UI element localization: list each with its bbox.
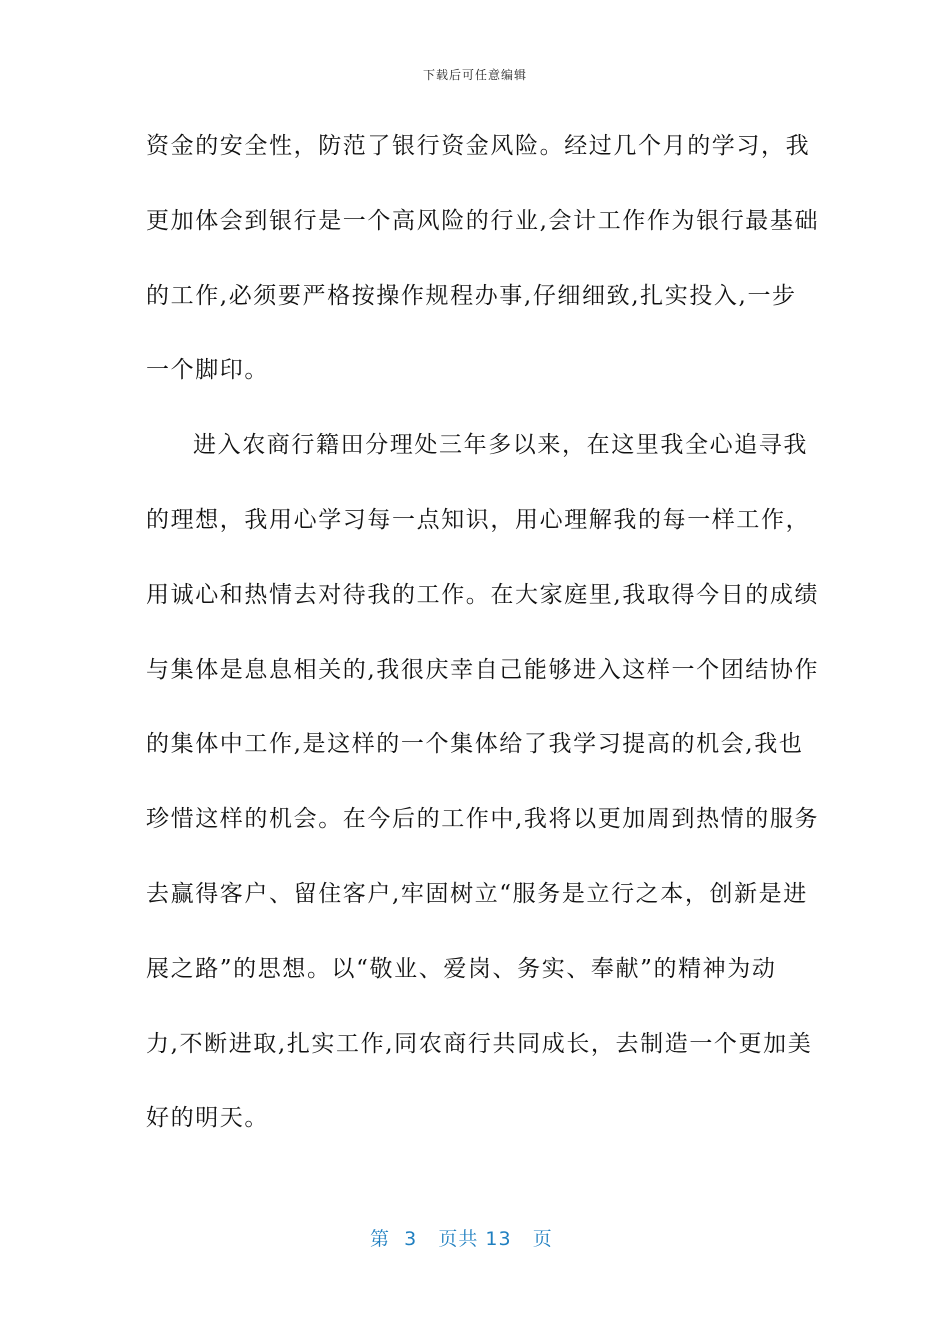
footer-prefix: 第 [370, 1228, 391, 1250]
document-body [146, 126, 820, 1173]
text-line: 的理想，我用心学习每一点知识，用心理解我的每一样工作， [146, 506, 811, 533]
text-line: 资金的安全性，防范了银行资金风险。经过几个月的学习，我 [146, 133, 811, 159]
text-line: 好的明天。 [146, 1105, 269, 1132]
footer-suffix: 页 [532, 1228, 553, 1250]
page-footer [370, 1224, 553, 1251]
text-line: 更加体会到银行是一个高风险的行业,会计工作作为银行最基础 [146, 207, 820, 234]
footer-middle: 页共 [438, 1228, 479, 1250]
paragraph-2 [146, 425, 820, 1173]
text-line: 进入农商行籍田分理处三年多以来，在这里我全心追寻我 [193, 432, 808, 459]
text-line: 用诚心和热情去对待我的工作。在大家庭里,我取得今日的成绩 [146, 581, 820, 608]
text-line: 一个脚印。 [146, 357, 269, 384]
text-line: 珍惜这样的机会。在今后的工作中,我将以更加周到热情的服务 [146, 806, 820, 833]
text-line: 的集体中工作,是这样的一个集体给了我学习提高的机会,我也 [146, 731, 804, 758]
current-page-number: 3 [404, 1228, 418, 1250]
text-line: 力,不断进取,扎实工作,同农商行共同成长，去制造一个更加美 [146, 1030, 813, 1057]
text-line: 展之路”的思想。以“敬业、爱岗、务实、奉献”的精神为动 [146, 955, 777, 982]
page-header: 下载后可任意编辑 [422, 68, 527, 82]
paragraph-1 [146, 126, 820, 425]
total-pages-number: 13 [485, 1228, 512, 1250]
text-line: 的工作,必须要严格按操作规程办事,仔细细致,扎实投入,一步 [146, 282, 797, 309]
text-line: 与集体是息息相关的,我很庆幸自己能够进入这样一个团结协作 [146, 656, 820, 683]
text-line: 去赢得客户、留住客户,牢固树立“服务是立行之本，创新是进 [146, 880, 808, 907]
